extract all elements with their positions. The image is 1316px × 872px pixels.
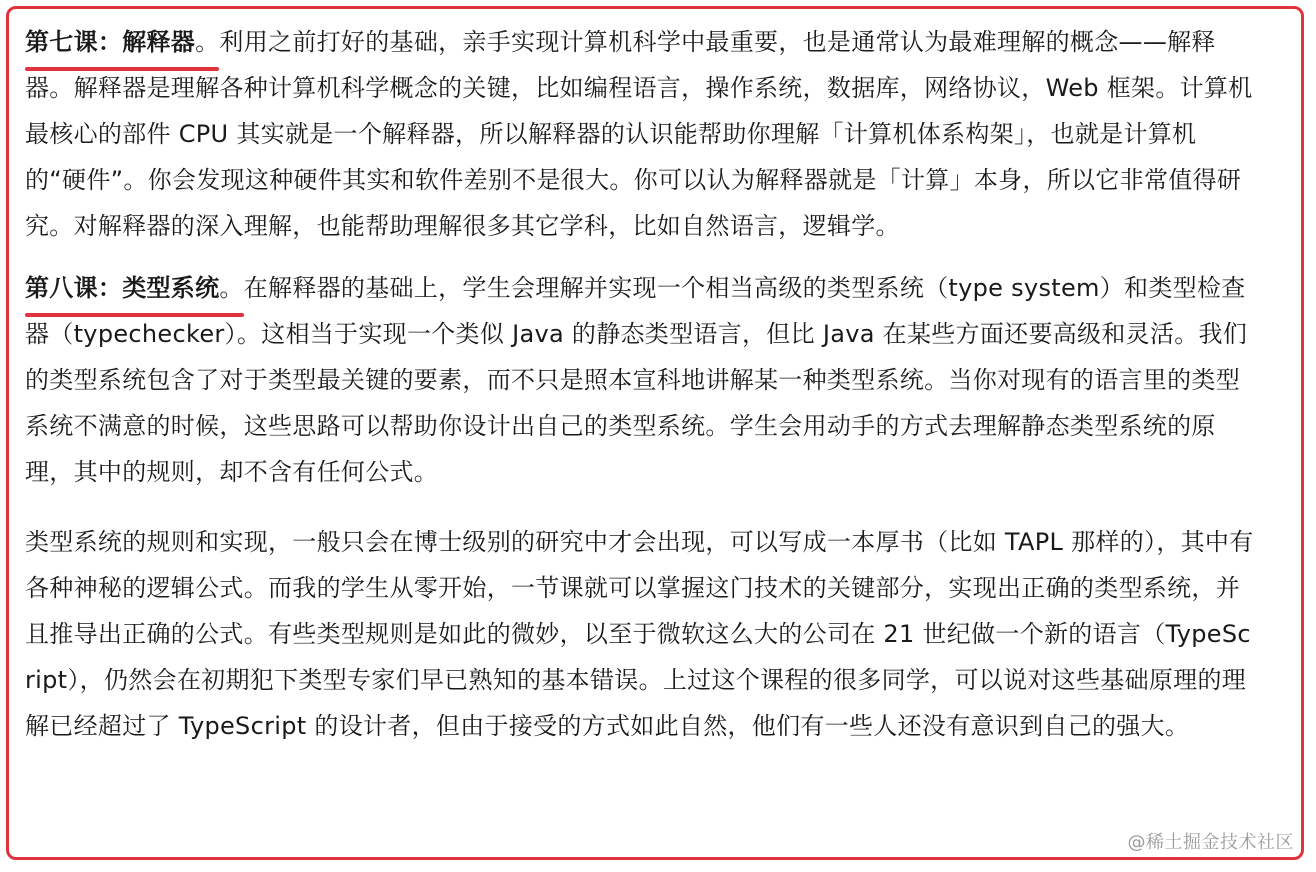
paragraph-type-system-note	[25, 519, 1255, 749]
lesson-seven-heading-end: 。	[195, 28, 220, 56]
lesson-eight-heading-underline	[25, 265, 244, 311]
lesson-seven-body: 利用之前打好的基础，亲手实现计算机科学中最重要，也是通常认为最难理解的概念——解释器。解释器是理解各种计算机科学概念的关键，比如编程语言，操作系统，数据库，网络协议，Web 框架。计算机最核心的部件 CPU 其实就是一个解释器，所以解释器的认识能帮助你理解「计算机体系构架」，也就是计算机的“硬件”。你会发现这种硬件其实和软件差别不是很大。你可以认为解释器就是「计算」本身，所以它非常值得研究。对解释器的深入理解，也能帮助理解很多其它学科，比如自然语言，逻辑学。	[25, 28, 1253, 240]
paragraph-lesson-eight	[25, 265, 1255, 495]
type-system-note-body: 类型系统的规则和实现，一般只会在博士级别的研究中才会出现，可以写成一本厚书（比如 TAPL 那样的），其中有各种神秘的逻辑公式。而我的学生从零开始，一节课就可以掌握这门技术的关键部分，实现出正确的类型系统，并且推导出正确的公式。有些类型规则是如此的微妙，以至于微软这么大的公司在 21 世纪做一个新的语言（TypeScript），仍然会在初期犯下类型专家们早已熟知的基本错误。上过这个课程的很多同学，可以说对这些基础原理的理解已经超过了 TypeScript 的设计者，但由于接受的方式如此自然，他们有一些人还没有意识到自己的强大。	[25, 528, 1254, 740]
lesson-eight-body: 在解释器的基础上，学生会理解并实现一个相当高级的类型系统（type system）和类型检查器（typechecker）。这相当于实现一个类似 Java 的静态类型语言，但比 Java 在某些方面还要高级和灵活。我们的类型系统包含了对于类型最关键的要素，而不只是照本宣科地讲解某一种类型系统。当你对现有的语言里的类型系统不满意的时候，这些思路可以帮助你设计出自己的类型系统。学生会用动手的方式去理解静态类型系统的原理，其中的规则，却不含有任何公式。	[25, 274, 1248, 486]
lesson-eight-heading-end: 。	[219, 274, 244, 302]
lesson-seven-heading-underline	[25, 19, 219, 65]
lesson-eight-heading: 第八课：类型系统	[25, 274, 220, 302]
lesson-seven-heading: 第七课：解释器	[25, 28, 196, 56]
watermark: @稀土掘金技术社区	[1127, 832, 1294, 853]
article-excerpt	[25, 19, 1255, 749]
paragraph-lesson-seven	[25, 19, 1255, 249]
